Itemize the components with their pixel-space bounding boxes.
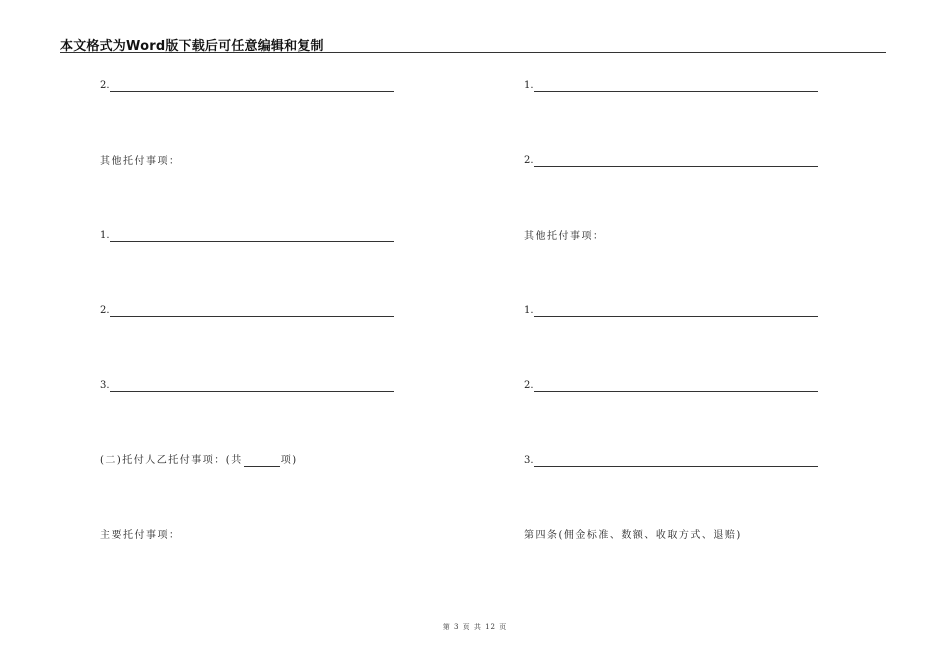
right-other-item-1 bbox=[524, 305, 818, 317]
count-blank bbox=[244, 456, 280, 467]
item-number: 1. bbox=[524, 305, 534, 316]
section-b-prefix: (二)托付人乙托付事项：(共 bbox=[100, 455, 243, 466]
article-4-heading: 第四条(佣金标准、数额、收取方式、退赔) bbox=[524, 530, 742, 541]
item-number: 1. bbox=[524, 80, 534, 91]
item-number: 3. bbox=[524, 455, 534, 466]
left-item-2 bbox=[100, 80, 394, 92]
right-other-item-3 bbox=[524, 455, 818, 467]
item-number: 2. bbox=[524, 380, 534, 391]
main-items-heading: 主要托付事项： bbox=[100, 530, 181, 541]
blank-line bbox=[110, 306, 394, 317]
blank-line bbox=[110, 231, 394, 242]
blank-line bbox=[534, 456, 818, 467]
header-title: 本文格式为Word版下载后可任意编辑和复制 bbox=[60, 39, 324, 54]
item-number: 2. bbox=[100, 80, 110, 91]
section-b-suffix: 项) bbox=[280, 455, 298, 466]
right-item-2 bbox=[524, 155, 818, 167]
blank-line bbox=[110, 81, 394, 92]
item-number: 1. bbox=[100, 230, 110, 241]
page-footer: 第 3 页 共 12 页 bbox=[442, 623, 508, 631]
blank-line bbox=[534, 81, 818, 92]
section-b-heading bbox=[100, 455, 298, 467]
left-other-item-1 bbox=[100, 230, 394, 242]
blank-line bbox=[534, 381, 818, 392]
blank-line bbox=[534, 306, 818, 317]
left-other-heading: 其他托付事项： bbox=[100, 156, 181, 167]
page-header bbox=[60, 34, 886, 53]
item-number: 2. bbox=[100, 305, 110, 316]
blank-line bbox=[110, 381, 394, 392]
blank-line bbox=[534, 156, 818, 167]
right-other-heading: 其他托付事项： bbox=[524, 231, 605, 242]
left-other-item-2 bbox=[100, 305, 394, 317]
right-item-1 bbox=[524, 80, 818, 92]
left-other-item-3 bbox=[100, 380, 394, 392]
item-number: 3. bbox=[100, 380, 110, 391]
right-other-item-2 bbox=[524, 380, 818, 392]
item-number: 2. bbox=[524, 155, 534, 166]
